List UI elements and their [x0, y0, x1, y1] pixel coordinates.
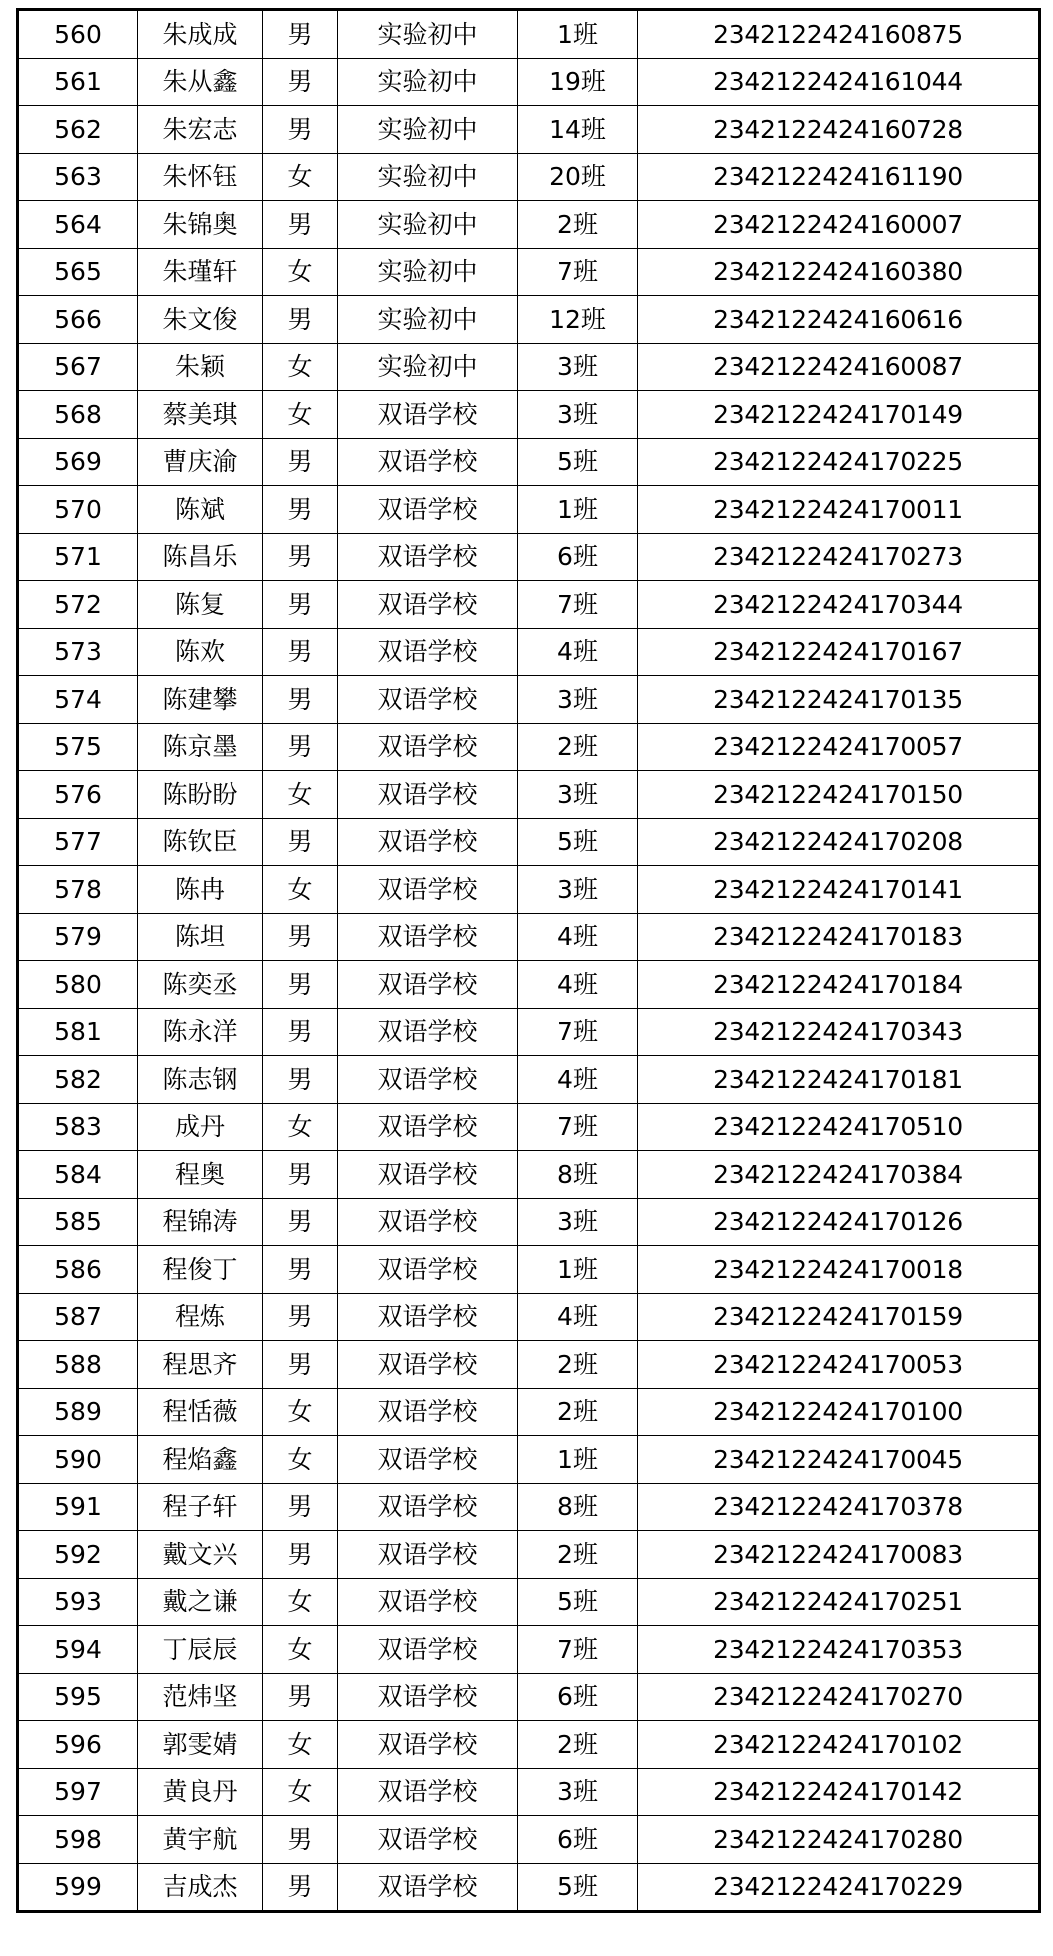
gender-cell: 女: [263, 153, 338, 201]
class-cell: 19班: [518, 58, 638, 106]
table-row: [18, 533, 1040, 581]
table-row: [18, 1578, 1040, 1626]
gender-cell: 男: [263, 1673, 338, 1721]
table-row: [18, 1198, 1040, 1246]
gender-cell: 男: [263, 913, 338, 961]
class-cell: 2班: [518, 201, 638, 249]
gender-cell: 男: [263, 1863, 338, 1912]
school-cell: 双语学校: [338, 1436, 518, 1484]
gender-cell: 男: [263, 676, 338, 724]
table-row: [18, 866, 1040, 914]
student-name-cell: 程思齐: [138, 1341, 263, 1389]
student-name-cell: 程奥: [138, 1151, 263, 1199]
table-row: [18, 1246, 1040, 1294]
gender-cell: 女: [263, 1626, 338, 1674]
student-name-cell: 陈冉: [138, 866, 263, 914]
student-id-cell: 2342122424170378: [638, 1483, 1040, 1531]
student-name-cell: 陈永洋: [138, 1008, 263, 1056]
student-id-cell: 2342122424170018: [638, 1246, 1040, 1294]
class-cell: 3班: [518, 1768, 638, 1816]
school-cell: 双语学校: [338, 723, 518, 771]
gender-cell: 男: [263, 201, 338, 249]
student-name-cell: 朱文俊: [138, 296, 263, 344]
table-row: [18, 1341, 1040, 1389]
school-cell: 双语学校: [338, 866, 518, 914]
table-row: [18, 58, 1040, 106]
gender-cell: 男: [263, 10, 338, 59]
student-name-cell: 黄良丹: [138, 1768, 263, 1816]
student-id-cell: 2342122424170343: [638, 1008, 1040, 1056]
row-number-cell: 587: [18, 1293, 138, 1341]
student-id-cell: 2342122424170053: [638, 1341, 1040, 1389]
table-row: [18, 771, 1040, 819]
class-cell: 3班: [518, 866, 638, 914]
row-number-cell: 592: [18, 1531, 138, 1579]
student-name-cell: 陈志钢: [138, 1056, 263, 1104]
row-number-cell: 569: [18, 438, 138, 486]
student-id-cell: 2342122424170353: [638, 1626, 1040, 1674]
school-cell: 双语学校: [338, 533, 518, 581]
gender-cell: 女: [263, 771, 338, 819]
school-cell: 双语学校: [338, 961, 518, 1009]
class-cell: 8班: [518, 1151, 638, 1199]
school-cell: 双语学校: [338, 676, 518, 724]
student-id-cell: 2342122424160087: [638, 343, 1040, 391]
student-id-cell: 2342122424170045: [638, 1436, 1040, 1484]
class-cell: 7班: [518, 581, 638, 629]
student-id-cell: 2342122424170510: [638, 1103, 1040, 1151]
gender-cell: 女: [263, 866, 338, 914]
table-row: [18, 818, 1040, 866]
student-name-cell: 范炜坚: [138, 1673, 263, 1721]
school-cell: 双语学校: [338, 1198, 518, 1246]
row-number-cell: 579: [18, 913, 138, 961]
student-name-cell: 蔡美琪: [138, 391, 263, 439]
row-number-cell: 574: [18, 676, 138, 724]
student-id-cell: 2342122424170270: [638, 1673, 1040, 1721]
student-name-cell: 程俊丁: [138, 1246, 263, 1294]
row-number-cell: 567: [18, 343, 138, 391]
gender-cell: 男: [263, 581, 338, 629]
school-cell: 双语学校: [338, 486, 518, 534]
row-number-cell: 577: [18, 818, 138, 866]
student-name-cell: 朱从鑫: [138, 58, 263, 106]
class-cell: 7班: [518, 1103, 638, 1151]
row-number-cell: 585: [18, 1198, 138, 1246]
class-cell: 1班: [518, 486, 638, 534]
student-name-cell: 吉成杰: [138, 1863, 263, 1912]
class-cell: 2班: [518, 723, 638, 771]
class-cell: 4班: [518, 1056, 638, 1104]
school-cell: 双语学校: [338, 913, 518, 961]
row-number-cell: 566: [18, 296, 138, 344]
student-name-cell: 朱怀钰: [138, 153, 263, 201]
row-number-cell: 578: [18, 866, 138, 914]
class-cell: 4班: [518, 1293, 638, 1341]
class-cell: 12班: [518, 296, 638, 344]
row-number-cell: 590: [18, 1436, 138, 1484]
student-name-cell: 陈斌: [138, 486, 263, 534]
school-cell: 双语学校: [338, 438, 518, 486]
student-name-cell: 戴之谦: [138, 1578, 263, 1626]
class-cell: 6班: [518, 533, 638, 581]
student-id-cell: 2342122424170135: [638, 676, 1040, 724]
table-row: [18, 913, 1040, 961]
student-id-cell: 2342122424160728: [638, 106, 1040, 154]
table-row: [18, 676, 1040, 724]
school-cell: 双语学校: [338, 1531, 518, 1579]
row-number-cell: 568: [18, 391, 138, 439]
gender-cell: 男: [263, 486, 338, 534]
table-row: [18, 1436, 1040, 1484]
row-number-cell: 593: [18, 1578, 138, 1626]
class-cell: 5班: [518, 1863, 638, 1912]
student-name-cell: 程炼: [138, 1293, 263, 1341]
row-number-cell: 575: [18, 723, 138, 771]
student-id-cell: 2342122424161190: [638, 153, 1040, 201]
class-cell: 5班: [518, 438, 638, 486]
row-number-cell: 563: [18, 153, 138, 201]
school-cell: 双语学校: [338, 1721, 518, 1769]
class-cell: 2班: [518, 1721, 638, 1769]
table-row: [18, 1103, 1040, 1151]
class-cell: 7班: [518, 248, 638, 296]
student-id-cell: 2342122424161044: [638, 58, 1040, 106]
student-name-cell: 朱锦奥: [138, 201, 263, 249]
row-number-cell: 565: [18, 248, 138, 296]
student-id-cell: 2342122424160380: [638, 248, 1040, 296]
student-name-cell: 丁辰辰: [138, 1626, 263, 1674]
school-cell: 双语学校: [338, 1483, 518, 1531]
class-cell: 2班: [518, 1341, 638, 1389]
school-cell: 实验初中: [338, 153, 518, 201]
student-name-cell: 陈欢: [138, 628, 263, 676]
school-cell: 实验初中: [338, 106, 518, 154]
row-number-cell: 572: [18, 581, 138, 629]
student-name-cell: 曹庆渝: [138, 438, 263, 486]
row-number-cell: 588: [18, 1341, 138, 1389]
student-name-cell: 陈京墨: [138, 723, 263, 771]
table-row: [18, 1151, 1040, 1199]
student-id-cell: 2342122424170183: [638, 913, 1040, 961]
row-number-cell: 586: [18, 1246, 138, 1294]
school-cell: 双语学校: [338, 771, 518, 819]
student-id-cell: 2342122424170208: [638, 818, 1040, 866]
row-number-cell: 582: [18, 1056, 138, 1104]
school-cell: 双语学校: [338, 1768, 518, 1816]
row-number-cell: 597: [18, 1768, 138, 1816]
gender-cell: 男: [263, 628, 338, 676]
gender-cell: 男: [263, 1341, 338, 1389]
school-cell: 双语学校: [338, 1816, 518, 1864]
row-number-cell: 599: [18, 1863, 138, 1912]
student-name-cell: 陈钦臣: [138, 818, 263, 866]
school-cell: 双语学校: [338, 1673, 518, 1721]
student-name-cell: 程焰鑫: [138, 1436, 263, 1484]
student-id-cell: 2342122424170150: [638, 771, 1040, 819]
class-cell: 7班: [518, 1626, 638, 1674]
school-cell: 双语学校: [338, 1151, 518, 1199]
gender-cell: 男: [263, 961, 338, 1009]
student-name-cell: 陈奕丞: [138, 961, 263, 1009]
class-cell: 4班: [518, 628, 638, 676]
student-id-cell: 2342122424160616: [638, 296, 1040, 344]
table-row: [18, 486, 1040, 534]
school-cell: 双语学校: [338, 1103, 518, 1151]
class-cell: 8班: [518, 1483, 638, 1531]
student-id-cell: 2342122424170181: [638, 1056, 1040, 1104]
table-row: [18, 10, 1040, 59]
gender-cell: 男: [263, 818, 338, 866]
class-cell: 2班: [518, 1388, 638, 1436]
table-row: [18, 1816, 1040, 1864]
class-cell: 4班: [518, 961, 638, 1009]
class-cell: 1班: [518, 1436, 638, 1484]
row-number-cell: 581: [18, 1008, 138, 1056]
student-id-cell: 2342122424170083: [638, 1531, 1040, 1579]
gender-cell: 女: [263, 1578, 338, 1626]
row-number-cell: 573: [18, 628, 138, 676]
table-row: [18, 343, 1040, 391]
class-cell: 3班: [518, 343, 638, 391]
student-name-cell: 戴文兴: [138, 1531, 263, 1579]
row-number-cell: 561: [18, 58, 138, 106]
class-cell: 1班: [518, 1246, 638, 1294]
class-cell: 5班: [518, 818, 638, 866]
table-row: [18, 391, 1040, 439]
student-id-cell: 2342122424170280: [638, 1816, 1040, 1864]
student-name-cell: 朱宏志: [138, 106, 263, 154]
row-number-cell: 562: [18, 106, 138, 154]
row-number-cell: 596: [18, 1721, 138, 1769]
student-id-cell: 2342122424160007: [638, 201, 1040, 249]
school-cell: 双语学校: [338, 581, 518, 629]
class-cell: 1班: [518, 10, 638, 59]
gender-cell: 男: [263, 1531, 338, 1579]
row-number-cell: 584: [18, 1151, 138, 1199]
row-number-cell: 576: [18, 771, 138, 819]
student-name-cell: 黄宇航: [138, 1816, 263, 1864]
student-id-cell: 2342122424170142: [638, 1768, 1040, 1816]
table-row: [18, 153, 1040, 201]
school-cell: 双语学校: [338, 1578, 518, 1626]
student-name-cell: 程锦涛: [138, 1198, 263, 1246]
student-id-cell: 2342122424170141: [638, 866, 1040, 914]
class-cell: 4班: [518, 913, 638, 961]
table-row: [18, 296, 1040, 344]
school-cell: 实验初中: [338, 58, 518, 106]
class-cell: 14班: [518, 106, 638, 154]
student-id-cell: 2342122424170102: [638, 1721, 1040, 1769]
gender-cell: 男: [263, 533, 338, 581]
row-number-cell: 591: [18, 1483, 138, 1531]
class-cell: 3班: [518, 1198, 638, 1246]
class-cell: 6班: [518, 1816, 638, 1864]
student-id-cell: 2342122424170149: [638, 391, 1040, 439]
row-number-cell: 594: [18, 1626, 138, 1674]
student-id-cell: 2342122424170225: [638, 438, 1040, 486]
gender-cell: 男: [263, 1293, 338, 1341]
student-name-cell: 程子轩: [138, 1483, 263, 1531]
row-number-cell: 570: [18, 486, 138, 534]
student-id-cell: 2342122424170184: [638, 961, 1040, 1009]
student-id-cell: 2342122424170273: [638, 533, 1040, 581]
student-name-cell: 陈盼盼: [138, 771, 263, 819]
gender-cell: 男: [263, 58, 338, 106]
roster-body: [18, 10, 1040, 1912]
school-cell: 实验初中: [338, 296, 518, 344]
student-name-cell: 陈建攀: [138, 676, 263, 724]
row-number-cell: 589: [18, 1388, 138, 1436]
gender-cell: 男: [263, 1151, 338, 1199]
class-cell: 6班: [518, 1673, 638, 1721]
student-name-cell: 陈复: [138, 581, 263, 629]
class-cell: 3班: [518, 676, 638, 724]
gender-cell: 男: [263, 1246, 338, 1294]
class-cell: 7班: [518, 1008, 638, 1056]
student-roster-table: [16, 8, 1041, 1913]
gender-cell: 女: [263, 248, 338, 296]
table-row: [18, 201, 1040, 249]
table-row: [18, 1721, 1040, 1769]
school-cell: 双语学校: [338, 1056, 518, 1104]
gender-cell: 女: [263, 391, 338, 439]
table-row: [18, 1008, 1040, 1056]
student-id-cell: 2342122424170251: [638, 1578, 1040, 1626]
school-cell: 实验初中: [338, 201, 518, 249]
school-cell: 双语学校: [338, 818, 518, 866]
row-number-cell: 560: [18, 10, 138, 59]
table-row: [18, 1388, 1040, 1436]
student-name-cell: 朱瑾轩: [138, 248, 263, 296]
student-id-cell: 2342122424170100: [638, 1388, 1040, 1436]
table-row: [18, 961, 1040, 1009]
table-row: [18, 1863, 1040, 1912]
student-id-cell: 2342122424170384: [638, 1151, 1040, 1199]
gender-cell: 男: [263, 1816, 338, 1864]
gender-cell: 女: [263, 1436, 338, 1484]
table-row: [18, 1626, 1040, 1674]
gender-cell: 男: [263, 106, 338, 154]
table-row: [18, 1531, 1040, 1579]
row-number-cell: 583: [18, 1103, 138, 1151]
school-cell: 双语学校: [338, 628, 518, 676]
table-row: [18, 1483, 1040, 1531]
student-name-cell: 朱成成: [138, 10, 263, 59]
table-row: [18, 628, 1040, 676]
class-cell: 3班: [518, 391, 638, 439]
class-cell: 5班: [518, 1578, 638, 1626]
table-row: [18, 248, 1040, 296]
table-row: [18, 438, 1040, 486]
table-row: [18, 1293, 1040, 1341]
school-cell: 双语学校: [338, 1863, 518, 1912]
gender-cell: 男: [263, 1056, 338, 1104]
student-id-cell: 2342122424170159: [638, 1293, 1040, 1341]
row-number-cell: 595: [18, 1673, 138, 1721]
student-name-cell: 陈坦: [138, 913, 263, 961]
school-cell: 实验初中: [338, 248, 518, 296]
gender-cell: 女: [263, 1768, 338, 1816]
school-cell: 实验初中: [338, 343, 518, 391]
student-id-cell: 2342122424170229: [638, 1863, 1040, 1912]
student-name-cell: 朱颖: [138, 343, 263, 391]
school-cell: 双语学校: [338, 1341, 518, 1389]
table-row: [18, 106, 1040, 154]
row-number-cell: 598: [18, 1816, 138, 1864]
gender-cell: 女: [263, 343, 338, 391]
row-number-cell: 564: [18, 201, 138, 249]
gender-cell: 男: [263, 438, 338, 486]
school-cell: 双语学校: [338, 1293, 518, 1341]
student-name-cell: 陈昌乐: [138, 533, 263, 581]
student-id-cell: 2342122424170344: [638, 581, 1040, 629]
gender-cell: 男: [263, 723, 338, 771]
student-id-cell: 2342122424170167: [638, 628, 1040, 676]
row-number-cell: 580: [18, 961, 138, 1009]
gender-cell: 男: [263, 1008, 338, 1056]
student-id-cell: 2342122424170011: [638, 486, 1040, 534]
school-cell: 双语学校: [338, 1246, 518, 1294]
student-id-cell: 2342122424170126: [638, 1198, 1040, 1246]
school-cell: 实验初中: [338, 10, 518, 59]
student-id-cell: 2342122424160875: [638, 10, 1040, 59]
gender-cell: 男: [263, 1198, 338, 1246]
student-name-cell: 程恬薇: [138, 1388, 263, 1436]
table-row: [18, 723, 1040, 771]
table-row: [18, 1056, 1040, 1104]
gender-cell: 女: [263, 1388, 338, 1436]
gender-cell: 男: [263, 296, 338, 344]
gender-cell: 女: [263, 1103, 338, 1151]
student-name-cell: 成丹: [138, 1103, 263, 1151]
student-id-cell: 2342122424170057: [638, 723, 1040, 771]
class-cell: 20班: [518, 153, 638, 201]
class-cell: 3班: [518, 771, 638, 819]
school-cell: 双语学校: [338, 1626, 518, 1674]
row-number-cell: 571: [18, 533, 138, 581]
school-cell: 双语学校: [338, 1388, 518, 1436]
gender-cell: 男: [263, 1483, 338, 1531]
table-row: [18, 581, 1040, 629]
table-row: [18, 1673, 1040, 1721]
school-cell: 双语学校: [338, 391, 518, 439]
class-cell: 2班: [518, 1531, 638, 1579]
student-name-cell: 郭雯婧: [138, 1721, 263, 1769]
table-row: [18, 1768, 1040, 1816]
gender-cell: 女: [263, 1721, 338, 1769]
school-cell: 双语学校: [338, 1008, 518, 1056]
